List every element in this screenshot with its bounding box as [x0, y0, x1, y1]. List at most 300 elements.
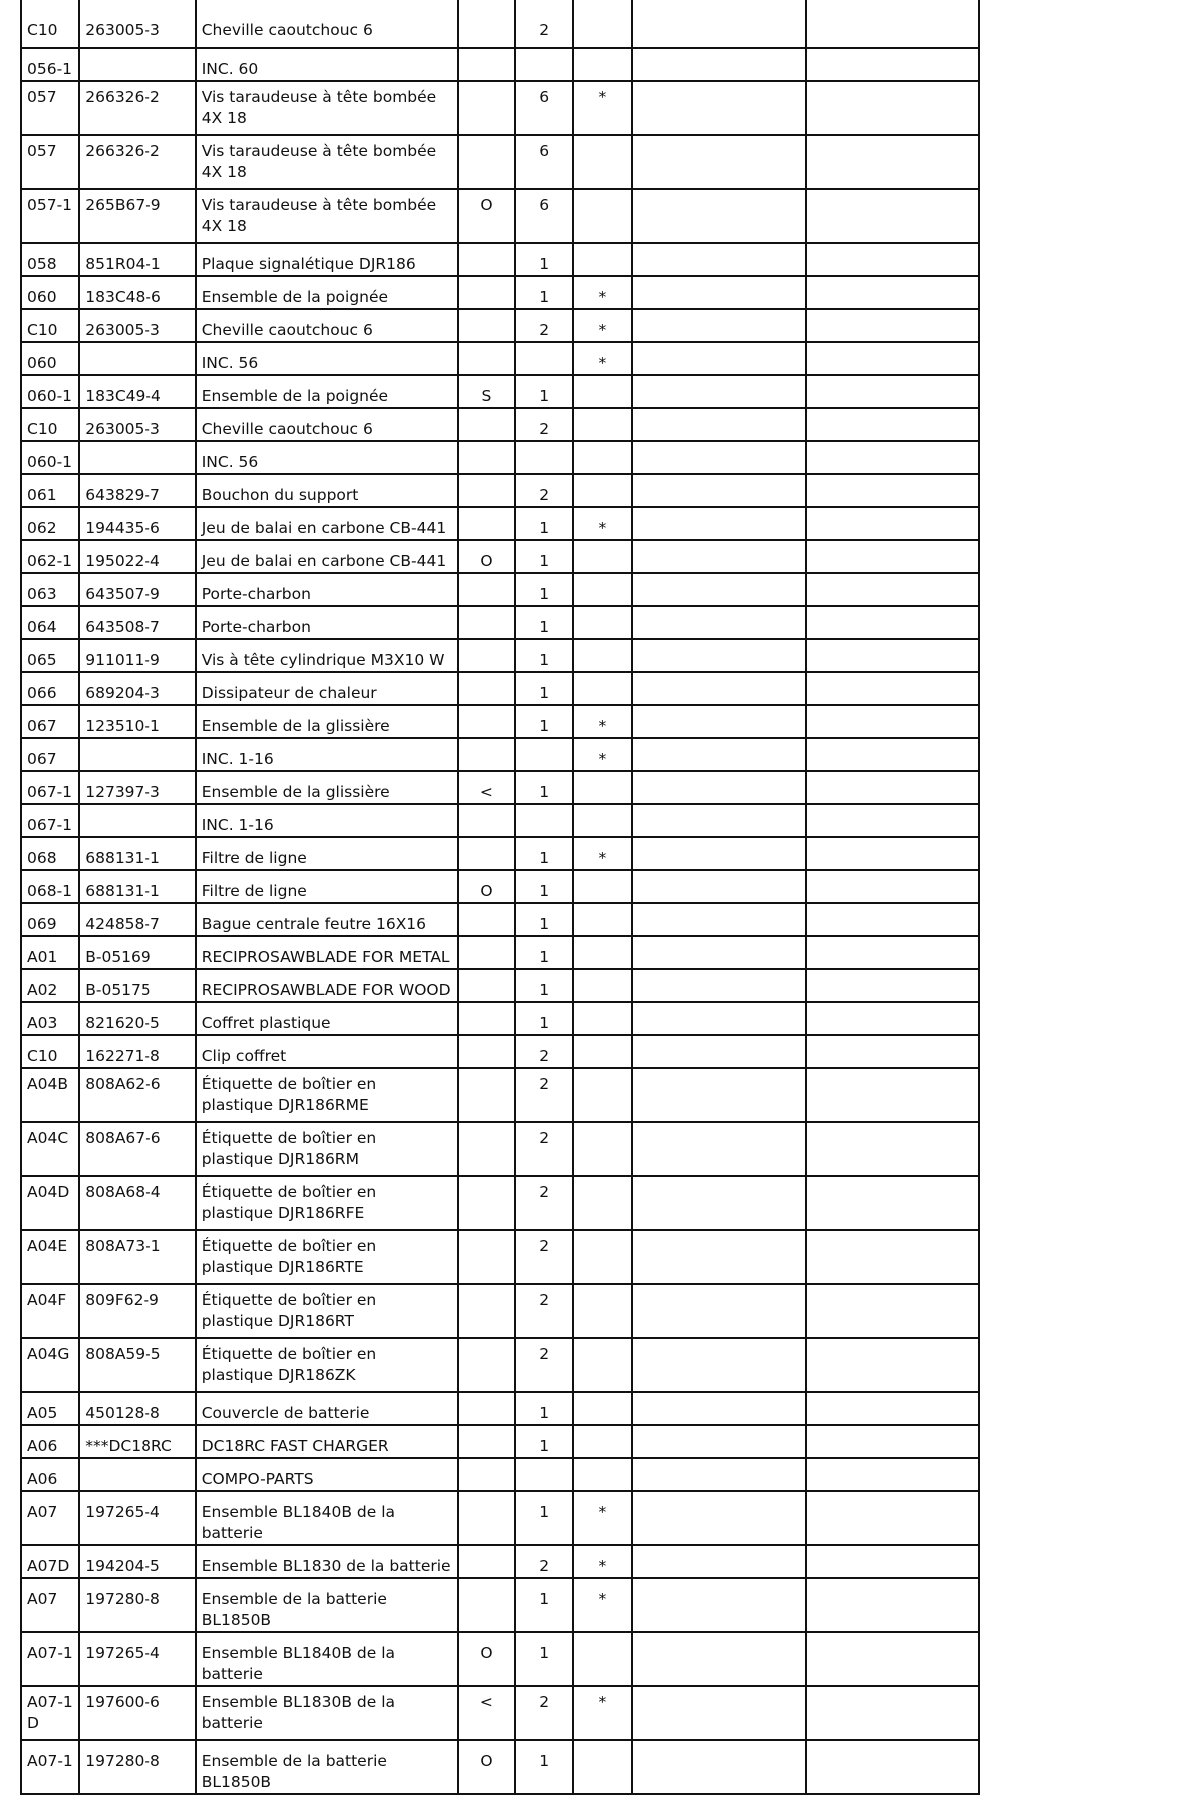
item-number-cell — [21, 309, 79, 342]
table-row — [21, 342, 979, 375]
table-row — [21, 243, 979, 276]
quantity-cell-text: 1 — [539, 1404, 550, 1422]
quantity-cell — [515, 441, 573, 474]
part-number-cell — [79, 903, 195, 936]
mark-cell — [573, 309, 631, 342]
description-cell — [196, 135, 458, 189]
quantity-cell-text: 2 — [539, 420, 550, 438]
note-cell — [632, 1686, 807, 1740]
code-cell — [458, 441, 515, 474]
quantity-cell-text: 1 — [539, 684, 550, 702]
description-cell-text: INC. 56 — [201, 453, 259, 471]
part-number-cell-text: 263005-3 — [85, 420, 160, 438]
note-cell — [806, 738, 979, 771]
code-cell — [458, 969, 515, 1002]
table-row — [21, 1068, 979, 1122]
item-number-cell — [21, 573, 79, 606]
description-cell-text: Couvercle de batterie — [201, 1404, 370, 1422]
code-cell — [458, 1284, 515, 1338]
note-cell — [806, 1392, 979, 1425]
quantity-cell-text: 6 — [539, 142, 550, 160]
part-number-cell-text: 851R04-1 — [85, 255, 161, 273]
description-cell — [196, 837, 458, 870]
quantity-cell-text: 1 — [539, 1014, 550, 1032]
mark-cell — [573, 81, 631, 135]
mark-cell — [573, 1284, 631, 1338]
description-cell-text: Étiquette de boîtier en plastique DJR186RM — [201, 1129, 377, 1168]
part-number-cell-text: 266326-2 — [85, 88, 160, 106]
code-cell-text: S — [481, 387, 492, 405]
item-number-cell-text: A04C — [27, 1129, 69, 1147]
item-number-cell-text: A07 — [27, 1503, 58, 1521]
note-cell — [632, 639, 807, 672]
note-cell — [806, 1284, 979, 1338]
item-number-cell-text: 060 — [27, 354, 57, 372]
note-cell — [632, 507, 807, 540]
description-cell-text: Ensemble de la batterie BL1850B — [201, 1752, 387, 1791]
note-cell — [632, 474, 807, 507]
part-number-cell-text: 263005-3 — [85, 21, 160, 39]
item-number-cell — [21, 1176, 79, 1230]
description-cell — [196, 771, 458, 804]
part-number-cell — [79, 1176, 195, 1230]
description-cell-text: Ensemble de la batterie BL1850B — [201, 1590, 387, 1629]
part-number-cell — [79, 441, 195, 474]
quantity-cell-text: 1 — [539, 585, 550, 603]
table-row — [21, 837, 979, 870]
quantity-cell-text: 2 — [539, 486, 550, 504]
mark-cell-text: * — [598, 88, 607, 106]
note-cell — [632, 1068, 807, 1122]
part-number-cell-text: 194435-6 — [85, 519, 160, 537]
note-cell — [806, 936, 979, 969]
description-cell-text: Ensemble de la glissière — [201, 783, 390, 801]
item-number-cell — [21, 606, 79, 639]
item-number-cell-text: C10 — [27, 420, 58, 438]
note-cell — [806, 342, 979, 375]
description-cell — [196, 1545, 458, 1578]
description-cell-text: Étiquette de boîtier en plastique DJR186RT — [201, 1291, 377, 1330]
description-cell-text: Filtre de ligne — [201, 849, 307, 867]
part-number-cell — [79, 804, 195, 837]
mark-cell — [573, 1392, 631, 1425]
mark-cell — [573, 1425, 631, 1458]
item-number-cell — [21, 1686, 79, 1740]
description-cell — [196, 243, 458, 276]
note-cell — [806, 1230, 979, 1284]
quantity-cell-text: 1 — [539, 288, 550, 306]
description-cell-text: Porte-charbon — [201, 585, 311, 603]
code-cell — [458, 1740, 515, 1794]
part-number-cell — [79, 189, 195, 243]
table-row — [21, 771, 979, 804]
quantity-cell-text: 1 — [539, 1644, 550, 1662]
note-cell — [632, 1491, 807, 1545]
mark-cell — [573, 408, 631, 441]
note-cell — [632, 606, 807, 639]
mark-cell — [573, 804, 631, 837]
item-number-cell-text: 062-1 — [27, 552, 73, 570]
note-cell — [806, 969, 979, 1002]
part-number-cell-text: 808A59-5 — [85, 1345, 161, 1363]
code-cell — [458, 936, 515, 969]
item-number-cell-text: A03 — [27, 1014, 58, 1032]
item-number-cell — [21, 1002, 79, 1035]
description-cell — [196, 309, 458, 342]
item-number-cell — [21, 705, 79, 738]
description-cell — [196, 1035, 458, 1068]
description-cell — [196, 738, 458, 771]
quantity-cell-text: 1 — [539, 651, 550, 669]
description-cell — [196, 507, 458, 540]
quantity-cell-text: 2 — [539, 1557, 550, 1575]
code-cell-text: < — [479, 783, 493, 801]
description-cell — [196, 870, 458, 903]
note-cell — [806, 189, 979, 243]
part-number-cell — [79, 309, 195, 342]
note-cell — [806, 1425, 979, 1458]
mark-cell — [573, 1002, 631, 1035]
part-number-cell — [79, 1002, 195, 1035]
quantity-cell — [515, 738, 573, 771]
item-number-cell — [21, 276, 79, 309]
part-number-cell — [79, 837, 195, 870]
note-cell — [806, 1740, 979, 1794]
note-cell — [632, 375, 807, 408]
mark-cell — [573, 936, 631, 969]
item-number-cell — [21, 639, 79, 672]
mark-cell — [573, 342, 631, 375]
part-number-cell-text: 808A62-6 — [85, 1075, 161, 1093]
table-row — [21, 441, 979, 474]
quantity-cell — [515, 1068, 573, 1122]
part-number-cell-text: 194204-5 — [85, 1557, 160, 1575]
note-cell — [632, 1176, 807, 1230]
note-cell — [806, 1686, 979, 1740]
item-number-cell — [21, 771, 79, 804]
description-cell — [196, 189, 458, 243]
quantity-cell — [515, 1632, 573, 1686]
description-cell-text: Filtre de ligne — [201, 882, 307, 900]
note-cell — [632, 1284, 807, 1338]
description-cell — [196, 0, 458, 48]
mark-cell-text: * — [598, 750, 607, 768]
mark-cell — [573, 1230, 631, 1284]
quantity-cell-text: 2 — [539, 1291, 550, 1309]
part-number-cell-text: 688131-1 — [85, 849, 160, 867]
code-cell — [458, 309, 515, 342]
quantity-cell — [515, 1740, 573, 1794]
item-number-cell — [21, 0, 79, 48]
part-number-cell-text: 263005-3 — [85, 321, 160, 339]
code-cell — [458, 1458, 515, 1491]
item-number-cell — [21, 672, 79, 705]
quantity-cell — [515, 135, 573, 189]
code-cell — [458, 189, 515, 243]
code-cell — [458, 738, 515, 771]
part-number-cell-text: 195022-4 — [85, 552, 160, 570]
quantity-cell-text: 1 — [539, 783, 550, 801]
quantity-cell-text: 1 — [539, 948, 550, 966]
note-cell — [632, 276, 807, 309]
item-number-cell-text: 065 — [27, 651, 57, 669]
mark-cell — [573, 276, 631, 309]
mark-cell — [573, 705, 631, 738]
mark-cell — [573, 837, 631, 870]
quantity-cell — [515, 243, 573, 276]
code-cell — [458, 870, 515, 903]
description-cell — [196, 540, 458, 573]
note-cell — [806, 1632, 979, 1686]
note-cell — [806, 771, 979, 804]
quantity-cell — [515, 375, 573, 408]
table-row — [21, 408, 979, 441]
note-cell — [806, 309, 979, 342]
note-cell — [632, 1578, 807, 1632]
item-number-cell — [21, 1458, 79, 1491]
table-row — [21, 705, 979, 738]
item-number-cell-text: C10 — [27, 321, 58, 339]
quantity-cell-text: 1 — [539, 552, 550, 570]
part-number-cell — [79, 969, 195, 1002]
table-row — [21, 276, 979, 309]
quantity-cell — [515, 342, 573, 375]
item-number-cell-text: A02 — [27, 981, 58, 999]
table-row — [21, 0, 979, 48]
code-cell — [458, 705, 515, 738]
part-number-cell — [79, 738, 195, 771]
mark-cell — [573, 243, 631, 276]
item-number-cell — [21, 903, 79, 936]
description-cell — [196, 408, 458, 441]
table-row — [21, 1632, 979, 1686]
description-cell-text: Étiquette de boîtier en plastique DJR186RME — [201, 1075, 377, 1114]
item-number-cell — [21, 474, 79, 507]
description-cell-text: Clip coffret — [201, 1047, 287, 1065]
description-cell-text: Ensemble de la poignée — [201, 288, 389, 306]
note-cell — [806, 375, 979, 408]
code-cell — [458, 606, 515, 639]
quantity-cell-text: 2 — [539, 321, 550, 339]
mark-cell — [573, 1338, 631, 1392]
code-cell — [458, 1578, 515, 1632]
note-cell — [632, 969, 807, 1002]
quantity-cell-text: 1 — [539, 882, 550, 900]
part-number-cell-text: 809F62-9 — [85, 1291, 159, 1309]
quantity-cell-text: 1 — [539, 255, 550, 273]
quantity-cell — [515, 969, 573, 1002]
code-cell-text: O — [480, 1644, 493, 1662]
note-cell — [806, 705, 979, 738]
table-row — [21, 606, 979, 639]
part-number-cell — [79, 1068, 195, 1122]
quantity-cell-text: 2 — [539, 1345, 550, 1363]
mark-cell — [573, 606, 631, 639]
code-cell — [458, 1338, 515, 1392]
note-cell — [806, 1122, 979, 1176]
mark-cell — [573, 1035, 631, 1068]
table-row — [21, 804, 979, 837]
item-number-cell-text: 056-1 — [27, 60, 73, 78]
part-number-cell-text: 123510-1 — [85, 717, 160, 735]
table-row — [21, 1740, 979, 1794]
item-number-cell-text: 058 — [27, 255, 57, 273]
quantity-cell — [515, 189, 573, 243]
mark-cell — [573, 771, 631, 804]
code-cell-text: O — [480, 552, 493, 570]
note-cell — [806, 48, 979, 81]
code-cell — [458, 837, 515, 870]
code-cell — [458, 1491, 515, 1545]
item-number-cell — [21, 342, 79, 375]
description-cell-text: COMPO-PARTS — [201, 1470, 314, 1488]
part-number-cell-text: 162271-8 — [85, 1047, 160, 1065]
part-number-cell-text: 197265-4 — [85, 1503, 160, 1521]
table-row — [21, 672, 979, 705]
note-cell — [632, 837, 807, 870]
code-cell — [458, 1035, 515, 1068]
item-number-cell — [21, 135, 79, 189]
part-number-cell — [79, 1392, 195, 1425]
description-cell — [196, 1392, 458, 1425]
code-cell — [458, 1068, 515, 1122]
table-row — [21, 507, 979, 540]
description-cell-text: Ensemble de la poignée — [201, 387, 389, 405]
code-cell — [458, 243, 515, 276]
mark-cell — [573, 1176, 631, 1230]
item-number-cell-text: 067 — [27, 750, 57, 768]
mark-cell-text: * — [598, 1503, 607, 1521]
mark-cell — [573, 1122, 631, 1176]
code-cell — [458, 1392, 515, 1425]
quantity-cell-text: 1 — [539, 1503, 550, 1521]
note-cell — [806, 1458, 979, 1491]
item-number-cell — [21, 870, 79, 903]
quantity-cell — [515, 1035, 573, 1068]
quantity-cell-text: 1 — [539, 387, 550, 405]
note-cell — [806, 1002, 979, 1035]
item-number-cell — [21, 1632, 79, 1686]
part-number-cell — [79, 936, 195, 969]
mark-cell — [573, 1545, 631, 1578]
quantity-cell-text: 2 — [539, 1237, 550, 1255]
part-number-cell — [79, 870, 195, 903]
description-cell — [196, 672, 458, 705]
description-cell-text: Ensemble BL1830B de la batterie — [201, 1693, 396, 1732]
description-cell — [196, 936, 458, 969]
item-number-cell-text: C10 — [27, 21, 58, 39]
description-cell-text: Bouchon du support — [201, 486, 359, 504]
part-number-cell — [79, 1035, 195, 1068]
table-row — [21, 1392, 979, 1425]
description-cell — [196, 48, 458, 81]
quantity-cell-text: 1 — [539, 717, 550, 735]
description-cell-text: RECIPROSAWBLADE FOR METAL — [201, 948, 450, 966]
quantity-cell-text: 1 — [539, 1437, 550, 1455]
item-number-cell — [21, 1338, 79, 1392]
note-cell — [806, 870, 979, 903]
part-number-cell-text: B-05175 — [85, 981, 151, 999]
code-cell — [458, 1632, 515, 1686]
quantity-cell — [515, 1002, 573, 1035]
code-cell — [458, 1425, 515, 1458]
table-row — [21, 1284, 979, 1338]
code-cell-text: O — [480, 196, 493, 214]
note-cell — [632, 1392, 807, 1425]
item-number-cell-text: 060 — [27, 288, 57, 306]
quantity-cell — [515, 639, 573, 672]
description-cell — [196, 441, 458, 474]
item-number-cell — [21, 189, 79, 243]
quantity-cell-text: 2 — [539, 1129, 550, 1147]
part-number-cell-text: 197280-8 — [85, 1752, 160, 1770]
mark-cell — [573, 1068, 631, 1122]
note-cell — [632, 738, 807, 771]
note-cell — [632, 81, 807, 135]
item-number-cell-text: 057 — [27, 88, 57, 106]
item-number-cell — [21, 738, 79, 771]
part-number-cell — [79, 135, 195, 189]
quantity-cell — [515, 1230, 573, 1284]
mark-cell — [573, 738, 631, 771]
part-number-cell-text: 266326-2 — [85, 142, 160, 160]
description-cell-text: INC. 60 — [201, 60, 259, 78]
table-row — [21, 540, 979, 573]
part-number-cell — [79, 672, 195, 705]
code-cell-text: O — [480, 1752, 493, 1770]
description-cell — [196, 1425, 458, 1458]
quantity-cell-text: 2 — [539, 1047, 550, 1065]
item-number-cell-text: A07 — [27, 1590, 58, 1608]
note-cell — [806, 672, 979, 705]
item-number-cell-text: A07-1 — [27, 1644, 73, 1662]
item-number-cell-text: 067 — [27, 717, 57, 735]
mark-cell — [573, 1686, 631, 1740]
item-number-cell-text: 067-1 — [27, 816, 73, 834]
note-cell — [632, 1740, 807, 1794]
note-cell — [632, 804, 807, 837]
part-number-cell — [79, 375, 195, 408]
item-number-cell — [21, 1425, 79, 1458]
part-number-cell-text: 450128-8 — [85, 1404, 160, 1422]
mark-cell — [573, 903, 631, 936]
code-cell — [458, 573, 515, 606]
quantity-cell — [515, 771, 573, 804]
mark-cell-text: * — [598, 288, 607, 306]
description-cell-text: Cheville caoutchouc 6 — [201, 420, 373, 438]
note-cell — [632, 1425, 807, 1458]
table-row — [21, 375, 979, 408]
description-cell-text: Ensemble BL1840B de la batterie — [201, 1503, 396, 1542]
quantity-cell — [515, 81, 573, 135]
mark-cell — [573, 1458, 631, 1491]
description-cell — [196, 342, 458, 375]
table-row — [21, 1176, 979, 1230]
item-number-cell — [21, 969, 79, 1002]
description-cell — [196, 705, 458, 738]
description-cell — [196, 474, 458, 507]
item-number-cell-text: 057 — [27, 142, 57, 160]
item-number-cell-text: 069 — [27, 915, 57, 933]
quantity-cell-text: 1 — [539, 1752, 550, 1770]
note-cell — [632, 135, 807, 189]
part-number-cell-text: 643508-7 — [85, 618, 160, 636]
code-cell — [458, 903, 515, 936]
item-number-cell-text: 062 — [27, 519, 57, 537]
note-cell — [806, 474, 979, 507]
item-number-cell-text: A01 — [27, 948, 58, 966]
mark-cell — [573, 1740, 631, 1794]
